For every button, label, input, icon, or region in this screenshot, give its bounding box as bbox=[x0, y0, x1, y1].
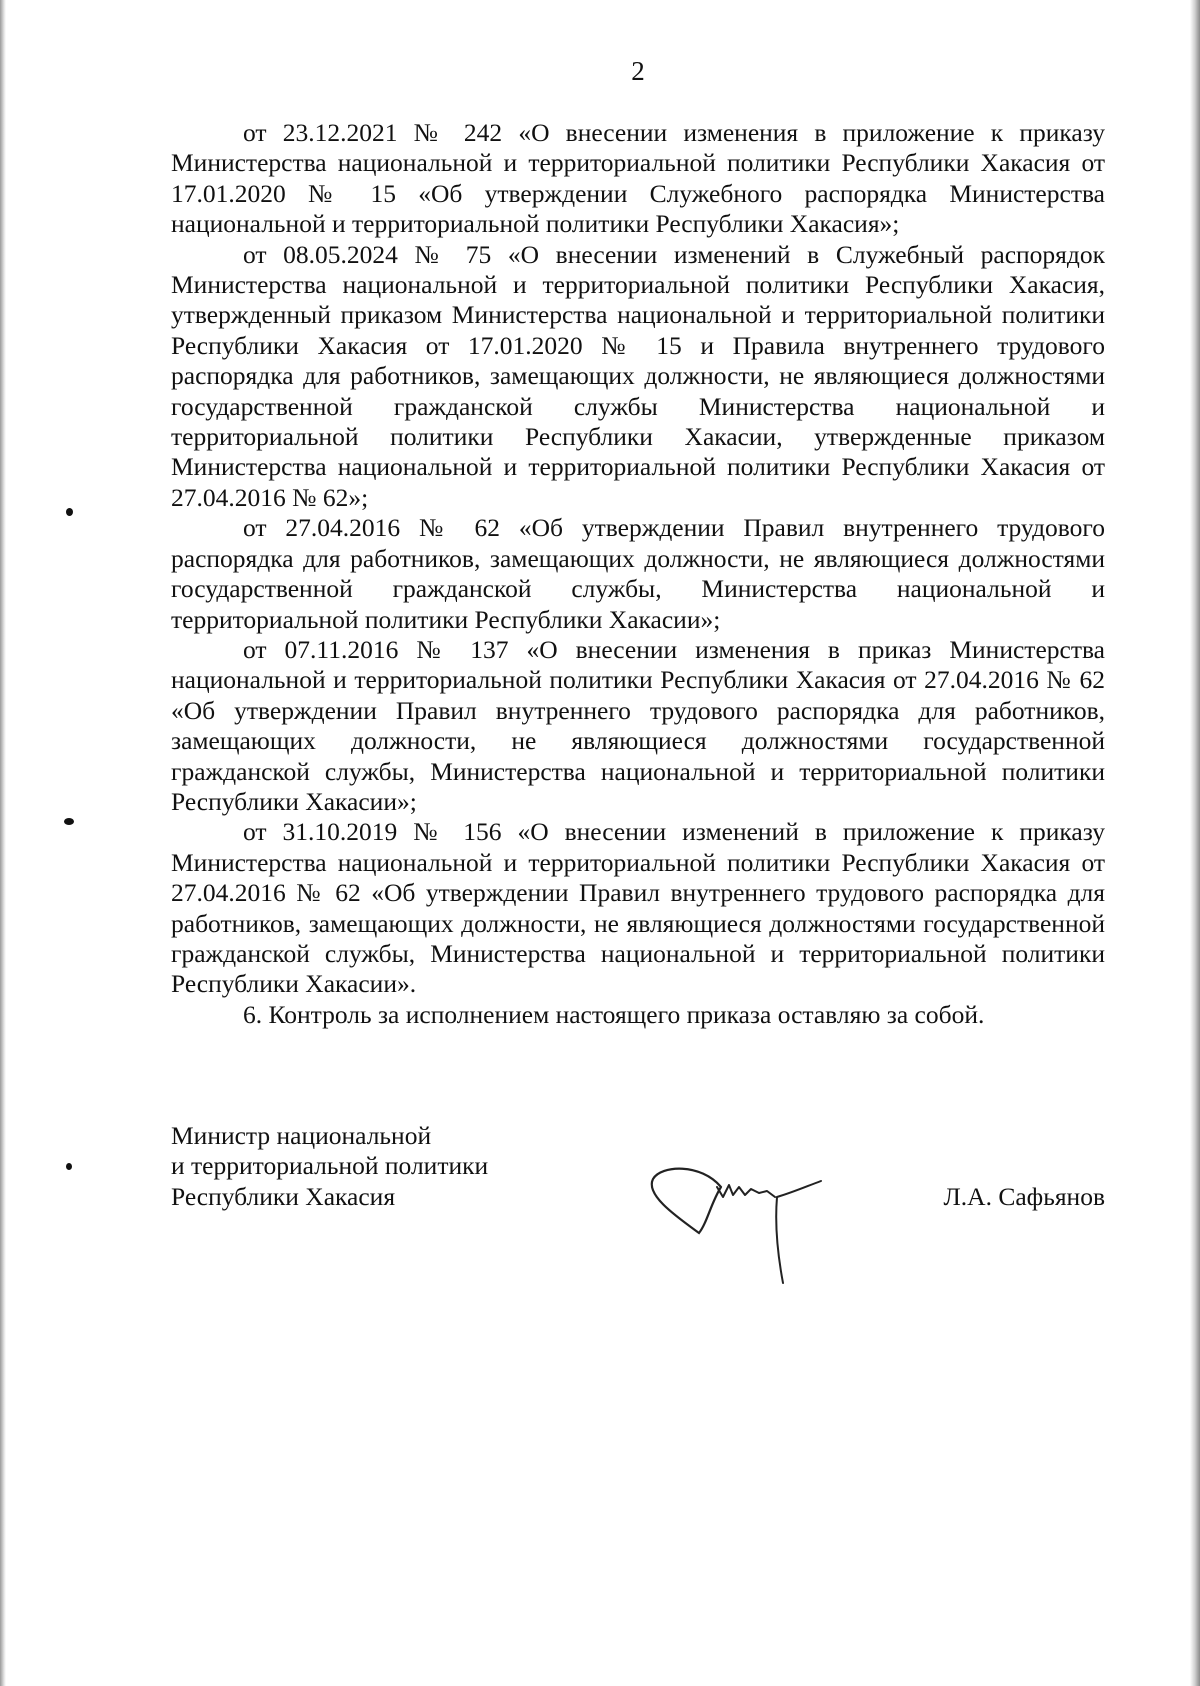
scan-edge-left bbox=[0, 0, 6, 1686]
scan-edge-right bbox=[1190, 0, 1200, 1686]
paragraph-order-156: от 31.10.2019 № 156 «О внесении изменений в приложение к приказу Министерства национальной и территориальной политики Республики Хакасия от 27.04.2016 № 62 «Об утверждении Правил внутреннего трудового распорядка для работников, замещающих должности, не являющиеся должностями государственной гражданской службы, Министерства национальной и территориальной политики Республики Хакасии». bbox=[171, 817, 1105, 999]
paragraph-order-242: от 23.12.2021 № 242 «О внесении изменения в приложение к приказу Министерства национальной и территориальной политики Республики Хакасия от 17.01.2020 № 15 «Об утверждении Служебного распорядка Министерства национальной и территориальной политики Республики Хакасия»; bbox=[171, 118, 1105, 239]
signer-position-line: и территориальной политики bbox=[171, 1151, 489, 1181]
signer-position-line: Республики Хакасия bbox=[171, 1181, 396, 1211]
document-body bbox=[171, 118, 1105, 1030]
punch-mark bbox=[66, 508, 73, 516]
punch-mark bbox=[66, 1163, 72, 1170]
handwritten-signature bbox=[641, 1151, 871, 1301]
paragraph-control-clause: 6. Контроль за исполнением настоящего приказа оставляю за собой. bbox=[243, 999, 985, 1029]
punch-mark bbox=[64, 818, 74, 825]
signer-position bbox=[171, 1121, 488, 1212]
paragraph-order-75: от 08.05.2024 № 75 «О внесении изменений в Служебный распорядок Министерства национальной и территориальной политики Республики Хакасия, утвержденный приказом Министерства национальной и территориальной политики Республики Хакасия от 17.01.2020 № 15 и Правила внутреннего трудового распорядка для работников, замещающих должности, не являющиеся должностями государственной гражданской службы Министерства национальной и территориальной политики Республики Хакасии, утвержденные приказом Министерства национальной и территориальной политики Республики Хакасия от 27.04.2016 № 62»; bbox=[171, 239, 1105, 512]
signer-name: Л.А. Сафьянов bbox=[943, 1182, 1105, 1211]
page-number: 2 bbox=[631, 56, 645, 86]
paragraph-order-137: от 07.11.2016 № 137 «О внесении изменения в приказ Министерства национальной и территориальной политики Республики Хакасия от 27.04.2016 № 62 «Об утверждении Правил внутреннего трудового распорядка для работников, замещающих должности, не являющиеся должностями государственной гражданской службы, Министерства национальной и территориальной политики Республики Хакасии»; bbox=[171, 634, 1105, 816]
signer-position-line: Министр национальной bbox=[171, 1121, 432, 1150]
signature-block bbox=[171, 1121, 1105, 1301]
paragraph-order-62: от 27.04.2016 № 62 «Об утверждении Правил внутреннего трудового распорядка для работников, замещающих должности, не являющиеся должностями государственной гражданской службы, Министерства национальной и территориальной политики Республики Хакасии»; bbox=[171, 513, 1105, 634]
